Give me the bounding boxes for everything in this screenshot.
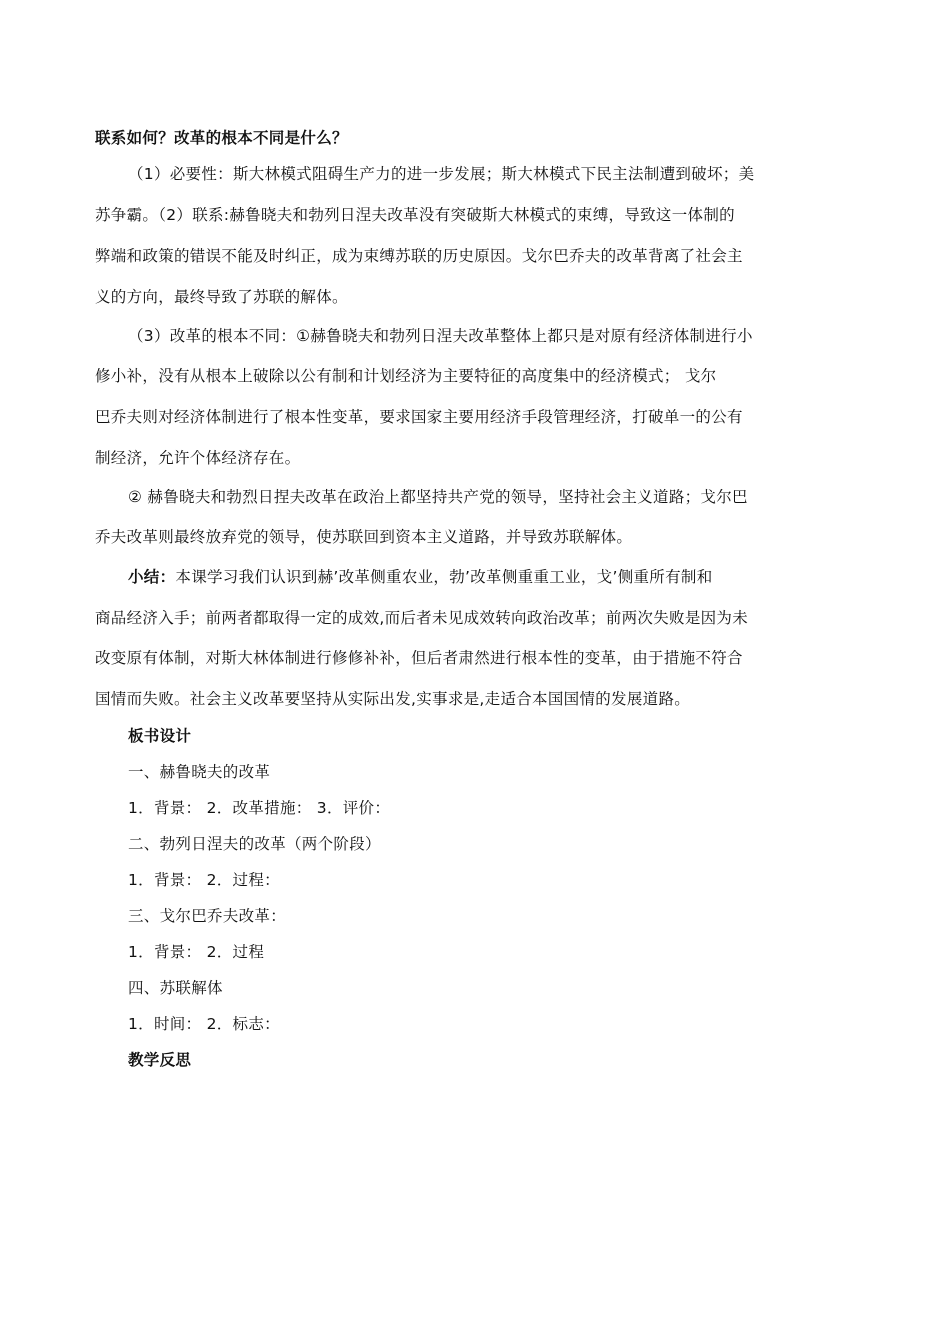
outline-item: 三、戈尔巴乔夫改革： [128, 907, 287, 925]
summary-line [128, 567, 950, 587]
outline-item: 四、苏联解体 [128, 979, 223, 997]
paragraph-line: 苏争霸。（2）联系:赫鲁晓夫和勃列日涅夫改革没有突破斯大林模式的束缚，导致这一体制的 [95, 206, 735, 224]
paragraph-line: 义的方向，最终导致了苏联的解体。 [95, 288, 348, 306]
outline-item: 1．背景： 2．过程 [128, 943, 265, 961]
paragraph-line: 巴乔夫则对经济体制进行了根本性变革，要求国家主要用经济手段管理经济，打破单一的公有 [95, 408, 743, 426]
paragraph-line: ② 赫鲁晓夫和勃烈日捏夫改革在政治上都坚持共产党的领导，坚持社会主义道路；戈尔巴 [128, 488, 748, 506]
outline-item: 1．背景： 2．改革措施： 3．评价： [128, 799, 391, 817]
outline-item: 二、勃列日涅夫的改革（两个阶段） [128, 835, 381, 853]
outline-item: 一、赫鲁晓夫的改革 [128, 763, 271, 781]
outline-item: 1．时间： 2．标志： [128, 1015, 280, 1033]
blackboard-design-heading: 板书设计 [128, 727, 192, 745]
summary-text: 本课学习我们认识到赫’改革侧重农业，勃’改革侧重重工业，戈’侧重所有制和 [175, 568, 713, 586]
paragraph-line: 商品经济入手；前两者都取得一定的成效,而后者未见成效转向政治改革；前两次失败是因为未 [95, 609, 749, 627]
paragraph-line: 乔夫改革则最终放弃党的领导，使苏联回到资本主义道路，并导致苏联解体。 [95, 528, 633, 546]
paragraph-line: 改变原有体制，对斯大林体制进行修修补补，但后者肃然进行根本性的变革，由于措施不符合 [95, 649, 743, 667]
paragraph-line: 弊端和政策的错误不能及时纠正，成为束缚苏联的历史原因。戈尔巴乔夫的改革背离了社会主 [95, 247, 743, 265]
paragraph-line: （3）改革的根本不同：①赫鲁晓夫和勃列日涅夫改革整体上都只是对原有经济体制进行小 [128, 327, 753, 345]
teaching-reflection-heading: 教学反思 [128, 1051, 192, 1069]
outline-item: 1．背景： 2．过程： [128, 871, 280, 889]
paragraph-line: （1）必要性：斯大林模式阻碍生产力的进一步发展；斯大林模式下民主法制遭到破坏；美 [128, 165, 755, 183]
paragraph-line: 修小补，没有从根本上破除以公有制和计划经济为主要特征的高度集中的经济模式； 戈尔 [95, 367, 717, 385]
question-heading: 联系如何？改革的根本不同是什么？ [95, 129, 348, 147]
summary-label: 小结： [128, 568, 176, 586]
paragraph-line: 国情而失败。社会主义改革要坚持从实际出发,实事求是,走适合本国国情的发展道路。 [95, 690, 691, 708]
paragraph-line: 制经济，允许个体经济存在。 [95, 449, 301, 467]
